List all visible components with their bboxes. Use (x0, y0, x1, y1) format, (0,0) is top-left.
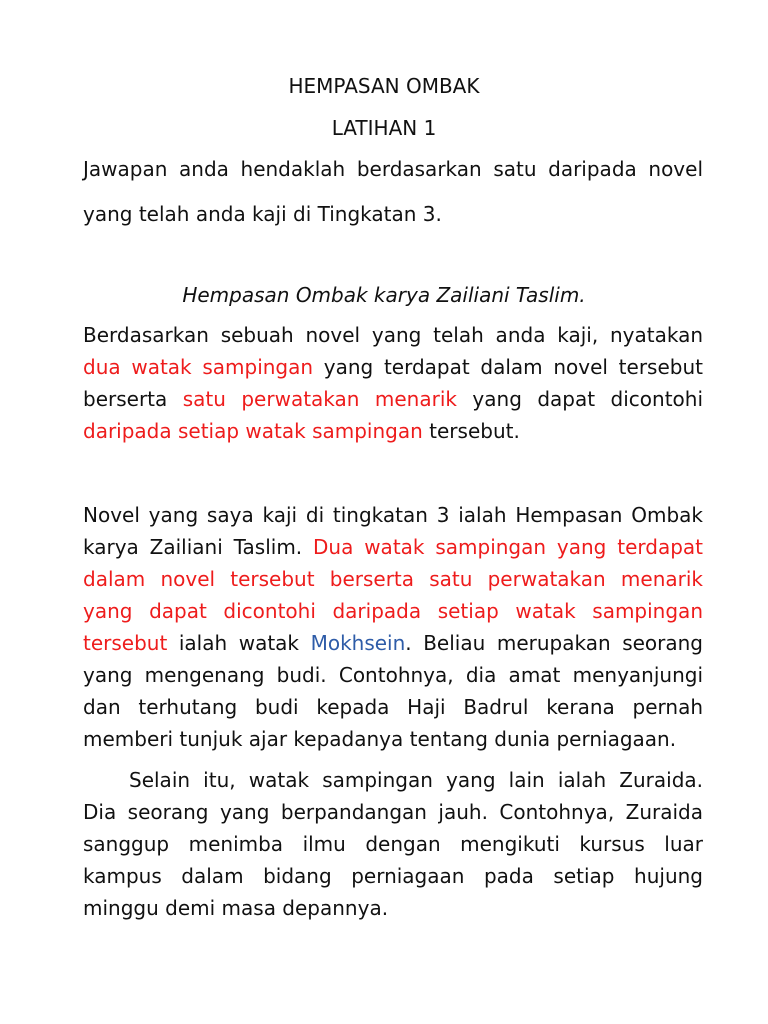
answer-2-line-1: Selain itu, watak sampingan yang lain ialah Zuraida. (129, 768, 703, 792)
character-name-highlight: Mokhsein (310, 631, 406, 655)
highlight-text: daripada setiap watak sampingan (83, 419, 423, 443)
exercise-label: LATIHAN 1 (331, 116, 437, 140)
answer-2-line-2: Dia seorang yang berpandangan jauh. Contohnya, Zuraida (83, 800, 703, 824)
question-line-3: berserta satu perwatakan menarik yang dapat dicontohi (83, 387, 704, 411)
answer-1-line-3: dalam novel tersebut berserta satu perwatakan menarik (83, 567, 703, 591)
answer-2-line-4: kampus dalam bidang perniagaan pada setiap hujung (83, 864, 703, 888)
instruction-line-1: Jawapan anda hendaklah berdasarkan satu daripada novel (83, 157, 703, 181)
highlight-text: Dua watak sampingan yang terdapat (313, 535, 703, 559)
answer-2-line-3: sanggup menimba ilmu dengan mengikuti kursus luar (83, 832, 703, 856)
highlight-text: satu perwatakan menarik (182, 387, 457, 411)
answer-2-line-5: minggu demi masa depannya. (83, 896, 389, 920)
novel-caption: Hempasan Ombak karya Zailiani Taslim. (182, 283, 586, 307)
answer-1-line-8: memberi tunjuk ajar kepadanya tentang dunia perniagaan. (83, 727, 677, 751)
instruction-line-2: yang telah anda kaji di Tingkatan 3. (83, 202, 442, 226)
answer-1-line-4: yang dapat dicontohi daripada setiap watak sampingan (83, 599, 703, 623)
answer-1-line-1: Novel yang saya kaji di tingkatan 3 ialah Hempasan Ombak (83, 503, 703, 527)
question-line-4: daripada setiap watak sampingan tersebut. (83, 419, 520, 443)
question-line-2: dua watak sampingan yang terdapat dalam novel tersebut (83, 355, 703, 379)
answer-1-line-6: yang mengenang budi. Contohnya, dia amat menyanjungi (83, 663, 703, 687)
answer-1-line-2: karya Zailiani Taslim. Dua watak sampingan yang terdapat (83, 535, 703, 559)
highlight-text: dua watak sampingan (83, 355, 314, 379)
question-line-1: Berdasarkan sebuah novel yang telah anda kaji, nyatakan (83, 323, 703, 347)
answer-1-line-5: tersebut ialah watak Mokhsein. Beliau merupakan seorang (83, 631, 704, 655)
answer-1-line-7: dan terhutang budi kepada Haji Badrul kerana pernah (83, 695, 703, 719)
document-title: HEMPASAN OMBAK (288, 74, 480, 98)
highlight-text: tersebut (83, 631, 168, 655)
